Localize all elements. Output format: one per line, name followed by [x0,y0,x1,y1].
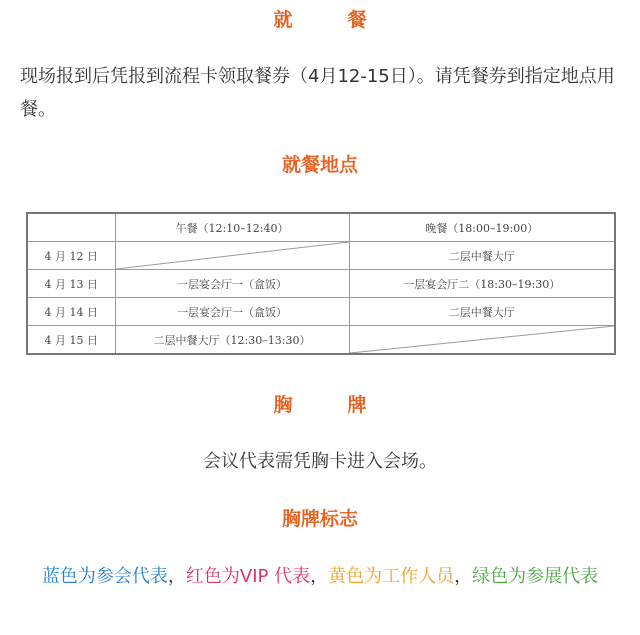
lunch-cell: 一层宴会厅一（盒饭） [115,298,349,326]
badge-color-legend [0,561,640,593]
header-date-cell [27,213,115,242]
dinner-cell: 二层中餐大厅 [349,298,615,326]
table-row [27,242,615,270]
badge-colors-heading: 胸牌标志 [281,508,358,530]
badge-blue-text: 蓝色为参会代表 [41,566,168,587]
badge-red-text: 红色为VIP 代表 [185,566,311,587]
diagonal-line [350,326,615,353]
dining-location-heading: 就餐地点 [281,154,358,176]
dining-heading: 就 餐 [273,9,385,31]
badge-heading: 胸 牌 [273,394,385,416]
table-row [27,298,615,326]
separator: ， [310,566,329,587]
separator: ， [167,566,186,587]
date-cell: 4 月 14 日 [27,298,115,326]
meal-table [26,212,616,355]
dining-instructions: 现场报到后凭报到流程卡领取餐券（4月12-15日）。请凭餐券到指定地点用餐。 [20,66,615,120]
dinner-cell: 一层宴会厅二（18:30–19:30） [349,270,615,298]
table-header-row [27,213,615,242]
separator: ， [454,566,473,587]
date-cell: 4 月 12 日 [27,242,115,270]
date-cell: 4 月 13 日 [27,270,115,298]
lunch-cell: 二层中餐大厅（12:30–13:30） [115,326,349,355]
badge-green-text: 绿色为参展代表 [472,566,599,587]
badge-instructions: 会议代表需凭胸卡进入会场。 [203,451,437,472]
badge-yellow-text: 黄色为工作人员 [328,566,455,587]
table-row [27,270,615,298]
empty-lunch-cell [115,242,349,270]
header-dinner-cell: 晚餐（18:00–19:00） [349,213,615,242]
empty-dinner-cell [349,326,615,355]
header-lunch-cell: 午餐（12:10–12:40） [115,213,349,242]
diagonal-line [116,242,349,269]
table-row [27,326,615,355]
meal-location-table [26,212,614,358]
date-cell: 4 月 15 日 [27,326,115,355]
lunch-cell: 一层宴会厅一（盒饭） [115,270,349,298]
dinner-cell: 二层中餐大厅 [349,242,615,270]
